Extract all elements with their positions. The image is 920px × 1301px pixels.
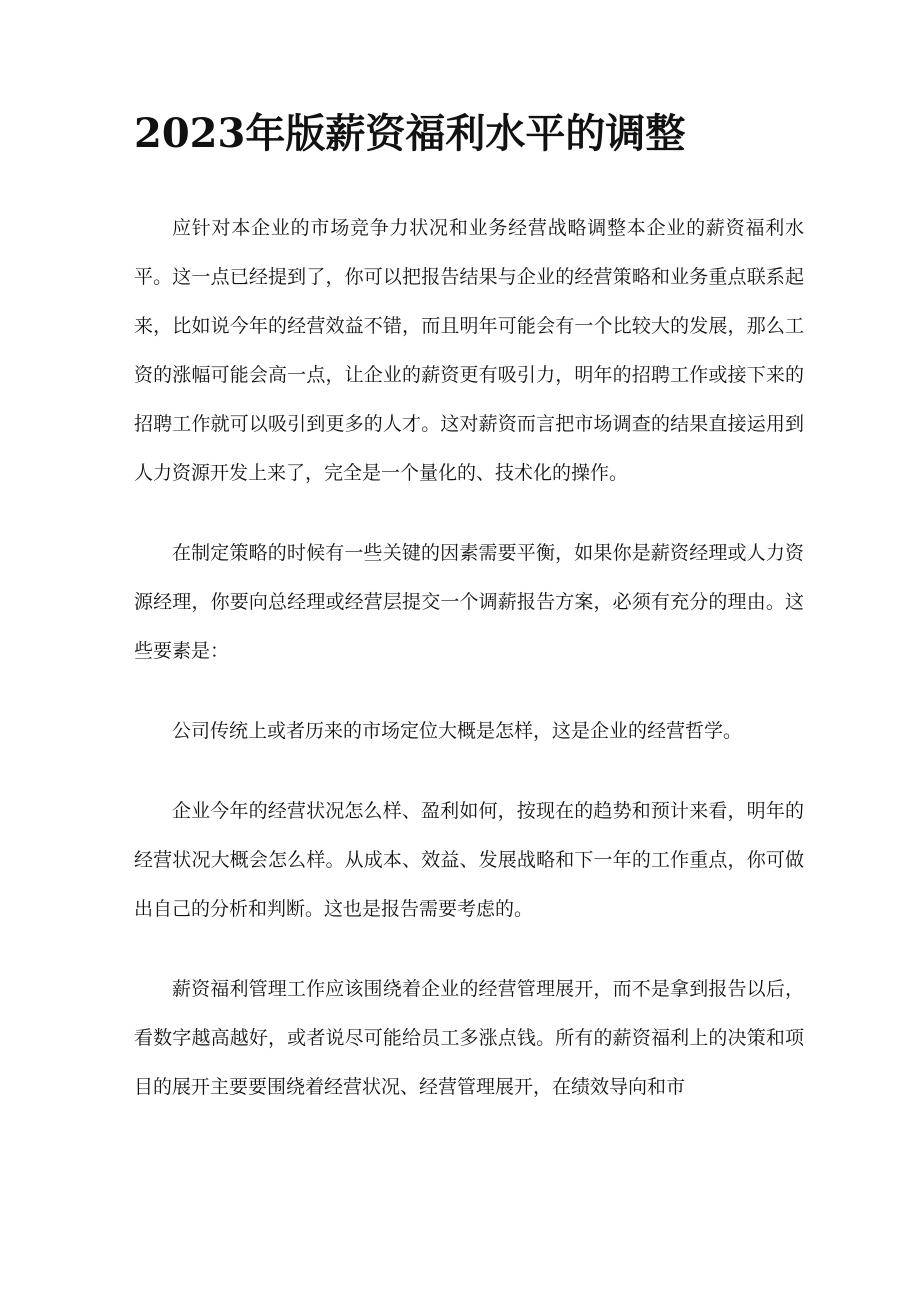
paragraph-3: 公司传统上或者历来的市场定位大概是怎样，这是企业的经营哲学。 xyxy=(172,720,743,742)
paragraph-4: 企业今年的经营状况怎么样、盈利如何，按现在的趋势和预计来看，明年的经营状况大概会怎么样。从成本、效益、发展战略和下一年的工作重点，你可做出自己的分析和判断。这也是报告需要考虑的。 xyxy=(134,800,804,920)
paragraph-2: 在制定策略的时候有一些关键的因素需要平衡，如果你是薪资经理或人力资源经理，你要向总经理或经营层提交一个调薪报告方案，必须有充分的理由。这些要素是： xyxy=(134,542,804,662)
page-title: 2023年版薪资福利水平的调整 xyxy=(134,110,686,157)
paragraph-5: 薪资福利管理工作应该围绕着企业的经营管理展开，而不是拿到报告以后，看数字越高越好，或者说尽可能给员工多涨点钱。所有的薪资福利上的决策和项目的展开主要要围绕着经营状况、经营管理展开，在绩效导向和市 xyxy=(134,978,804,1098)
paragraph-1: 应针对本企业的市场竞争力状况和业务经营战略调整本企业的薪资福利水平。这一点已经提到了，你可以把报告结果与企业的经营策略和业务重点联系起来，比如说今年的经营效益不错，而且明年可能会有一个比较大的发展，那么工资的涨幅可能会高一点，让企业的薪资更有吸引力，明年的招聘工作或接下来的招聘工作就可以吸引到更多的人才。这对薪资而言把市场调查的结果直接运用到人力资源开发上来了，完全是一个量化的、技术化的操作。 xyxy=(134,217,804,484)
